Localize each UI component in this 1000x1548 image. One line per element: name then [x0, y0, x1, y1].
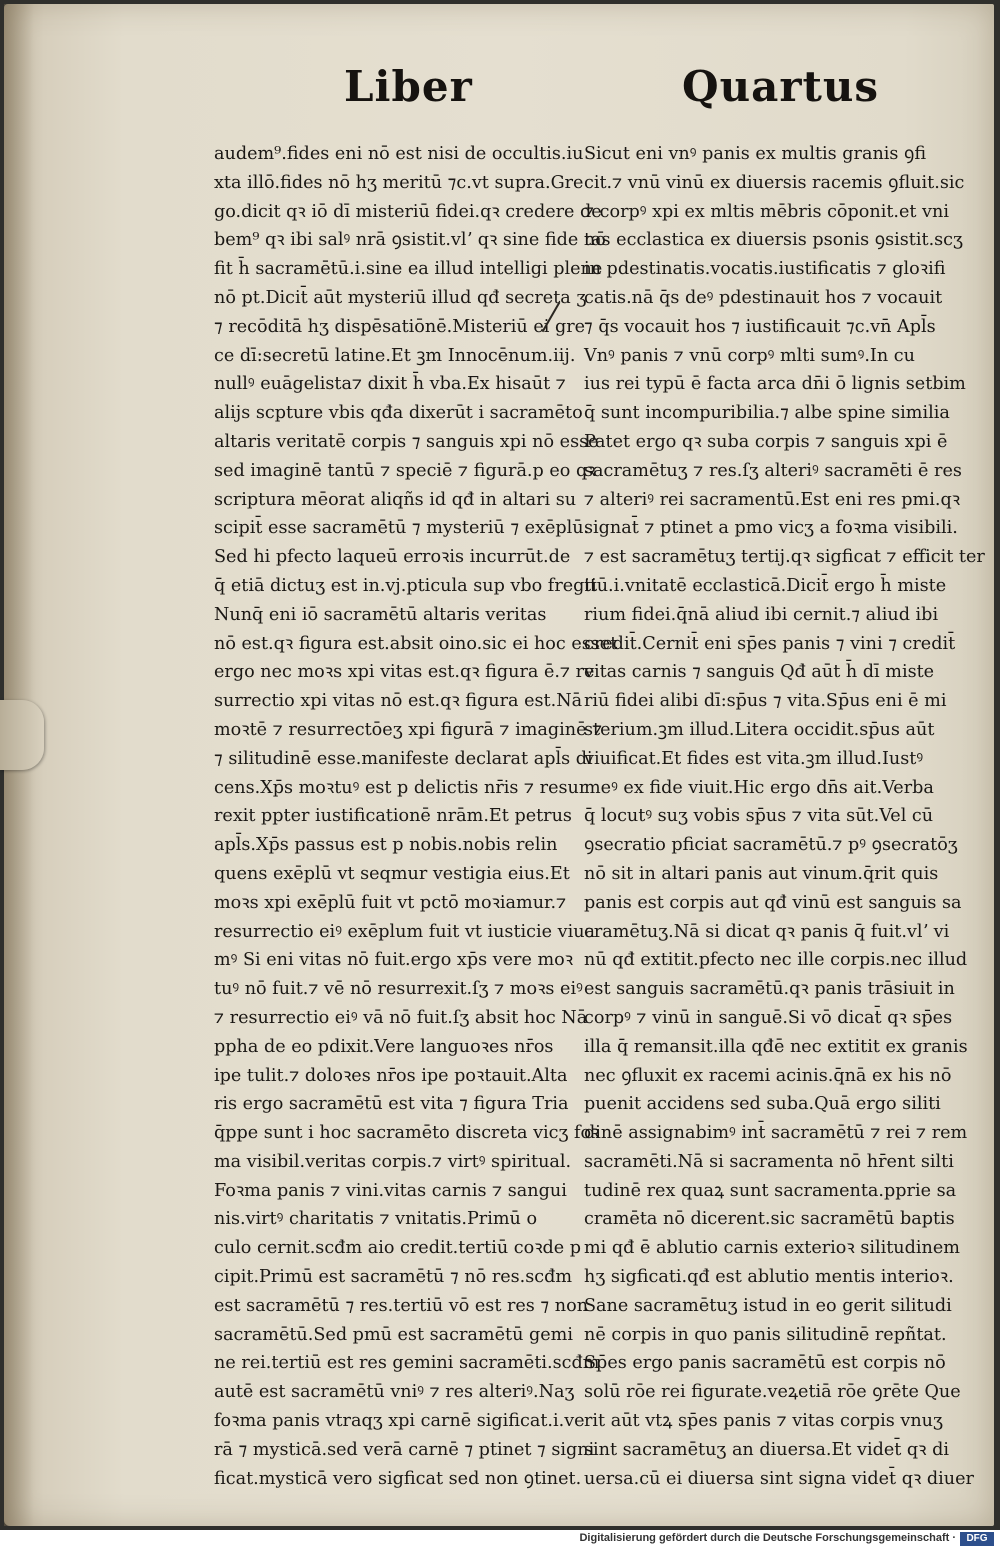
text-line: q̄ppe sunt i hoc sacramēto discreta vicʒ foꝛ	[214, 1123, 600, 1144]
text-line: moꝛtē ⁊ resurrectōeʒ xpi figurā ⁊ imaginē ⁊	[214, 719, 603, 740]
text-line: dinē assignabimꝰ int̄ sacramētū ⁊ rei ⁊ rem	[584, 1123, 968, 1144]
text-line: Nunq̄ eni iō sacramētū altaris veritas	[214, 604, 547, 625]
text-line: sacramētuʒ ⁊ res.ſʒ alteriꝰ sacramēti ē res	[584, 460, 962, 481]
text-line: Sp̄es ergo panis sacramētū est corpis nō	[584, 1353, 946, 1374]
text-line: puenit accidens sed suba.Quā ergo siliti	[584, 1094, 941, 1115]
text-line: Sane sacramētuʒ istud in eo gerit silitudi	[584, 1295, 952, 1316]
text-line: ne rei.tertiū est res gemini sacramēti.scđm	[214, 1353, 600, 1374]
text-line: ⁊ est sacramētuʒ tertij.qꝛ sigficat ⁊ efficit ter	[584, 547, 985, 568]
text-line: ce dī:secretū latine.Et ꝫm Innocēnum.iij.	[214, 345, 576, 366]
text-line: Patet ergo qꝛ suba corpis ⁊ sanguis xpi ē	[584, 431, 948, 452]
text-line: bem⁹ qꝛ ibi salꝰ nrā ꝯsistit.vlʼ qꝛ sine fide nō	[214, 230, 606, 251]
text-line: ⁊ q̄s vocauit hos ⁊ iustificauit ⁊c.vn̄ Apl̄s	[584, 316, 936, 337]
text-line: sint sacramētuʒ an diuersa.Et videt̄ qꝛ di	[584, 1439, 949, 1460]
text-line: cramēta nō dicerent.sic sacramētū baptis	[584, 1209, 955, 1230]
text-line: autē est sacramētū vniꝰ ⁊ res alteriꝰ.Naʒ	[214, 1382, 575, 1403]
text-line: fit h̄ sacramētū.i.sine ea illud intelligi plene	[214, 259, 603, 280]
text-line: tudinē rex quaꝝ sunt sacramenta.pprie sa	[584, 1180, 957, 1201]
text-line: rit aūt vtꝝ sp̄es panis ⁊ vitas corpis vnuʒ	[584, 1411, 943, 1432]
text-line: mi qđ ē ablutio carnis exterioꝛ silitudinem	[584, 1238, 960, 1259]
text-line: viuificat.Et fides est vita.ꝫm illud.Iustꝰ	[584, 748, 924, 769]
text-line: nō pt.Dicit̄ aūt mysteriū illud qđ secreta ʒ	[214, 287, 587, 308]
text-column-left	[214, 140, 618, 1493]
text-line: ⁊ recōditā hʒ dispēsatiōnē.Misteriū ei gre	[214, 316, 586, 337]
text-line: nec ꝯfluxit ex racemi acinis.q̄nā ex his nō	[584, 1065, 952, 1086]
text-line: q̄ locutꝰ suʒ vobis sp̄us ⁊ vita sūt.Vel cū	[584, 806, 934, 827]
text-line: apl̄s.Xp̄s passus est p nobis.nobis relin	[214, 835, 558, 856]
text-line: corpꝰ ⁊ vinū in sanguē.Si vō dicat̄ qꝛ sp̄es	[584, 1007, 953, 1028]
text-line: nis.virtꝰ charitatis ⁊ vnitatis.Primū o	[214, 1209, 538, 1230]
text-line: sed imaginē tantū ⁊ speciē ⁊ figurā.p eo qꝛ	[214, 460, 596, 481]
text-line: illa q̄ remansit.illa qđē nec extitit ex granis	[584, 1036, 968, 1057]
text-line: rium fidei.q̄nā aliud ibi cernit.⁊ aliud ibi	[584, 604, 939, 625]
text-line: ma visibil.veritas corpis.⁊ virtꝰ spiritual.	[214, 1151, 572, 1172]
text-line: ergo nec moꝛs xpi vitas est.qꝛ figura ē.⁊ re	[214, 662, 595, 683]
footer-credit: Digitalisierung gefördert durch die Deutsche Forschungsgemeinschaft ·	[579, 1532, 956, 1544]
text-line: foꝛma panis vtraqʒ xpi carnē sigificat.i.ve	[214, 1411, 585, 1432]
text-line: ⁊ silitudinē esse.manifeste declarat apl̄s di	[214, 748, 593, 769]
text-line: mꝰ Si eni vitas nō fuit.ergo xp̄s vere moꝛ	[214, 950, 574, 971]
text-line: ficat.mysticā vero sigficat sed non ꝯtinet.	[214, 1468, 582, 1489]
text-line: sterium.ꝫm illud.Litera occidit.sp̄us aūt	[584, 719, 935, 740]
text-line: scipit̄ esse sacramētū ⁊ mysteriū ⁊ exēplū.	[214, 518, 590, 539]
text-line: ꝯsecratio pficiat sacramētū.⁊ pꝰ ꝯsecratōʒ	[584, 835, 958, 856]
text-line: est sanguis sacramētū.qꝛ panis trāsiuit in	[584, 979, 955, 1000]
text-line: scriptura mēorat aliqñs id qđ in altari su	[214, 489, 577, 510]
text-line: panis est corpis aut qđ vinū est sanguis sa	[584, 892, 962, 913]
text-line: alijs scpture vbis qđa dixerūt i sacramēto	[214, 403, 583, 424]
running-header-right: Quartus	[682, 62, 880, 111]
text-line: rā ⁊ mysticā.sed verā carnē ⁊ ptinet ⁊ signi	[214, 1439, 595, 1460]
text-line: nullꝰ euāgelista⁊ dixit h̄ vba.Ex hisaūt ⁊	[214, 374, 566, 395]
text-line: sacramētū.Sed pmū est sacramētū gemi	[214, 1324, 573, 1345]
page-clip-tab	[0, 700, 44, 770]
text-line: q̄ sunt incompuribilia.⁊ albe spine similia	[584, 403, 950, 424]
dfg-logo: DFG	[960, 1532, 994, 1546]
text-line: q̄ etiā dictuʒ est in.vj.pticula sup vbo fregit	[214, 575, 598, 596]
text-line: meꝰ ex fide viuit.Hic ergo dn̄s ait.Verba	[584, 777, 934, 798]
text-line: Sed hi pfecto laqueū erroꝛis incurrūt.de	[214, 547, 571, 568]
text-column-right	[584, 140, 985, 1493]
running-header-left: Liber	[344, 62, 473, 111]
text-line: audem⁹.fides eni nō est nisi de occultis.iu	[214, 144, 584, 164]
text-line: go.dicit qꝛ iō dī misteriū fidei.qꝛ credere de	[214, 201, 602, 222]
text-line: cipit.Primū est sacramētū ⁊ nō res.scđm	[214, 1267, 573, 1288]
text-line: ris ergo sacramētū est vita ⁊ figura Tria	[214, 1094, 569, 1115]
text-line: rexit ppter iustificationē nrām.Et petrus	[214, 806, 572, 827]
text-line: ppha de eo pdixit.Vere languoꝛes nr̄os	[214, 1036, 554, 1057]
text-line: Foꝛma panis ⁊ vini.vitas carnis ⁊ sangui	[214, 1180, 567, 1201]
text-line: est sacramētū ⁊ res.tertiū vō est res ⁊ non	[214, 1295, 589, 1316]
text-line: catis.nā q̄s deꝰ pdestinauit hos ⁊ vocauit	[584, 287, 943, 308]
text-line: ipe tulit.⁊ doloꝛes nr̄os ipe poꝛtauit.Alta	[214, 1065, 568, 1086]
text-line: hʒ sigficati.qđ est ablutio mentis interioꝛ.	[584, 1267, 954, 1288]
text-line: tuꝰ nō fuit.⁊ vē nō resurrexit.ſʒ ⁊ moꝛs eiꝰ	[214, 979, 583, 1000]
text-line: ⁊ corpꝰ xpi ex mltis mēbris cōponit.et vni	[584, 201, 949, 222]
text-line: in pdestinatis.vocatis.iustificatis ⁊ gloꝛifi	[584, 259, 946, 280]
text-line: nū qđ extitit.pfecto nec ille corpis.nec illud	[584, 950, 968, 971]
text-line: cramētuʒ.Nā si dicat qꝛ panis q̄ fuit.vlʼ vi	[584, 921, 950, 942]
text-line: tas ecclastica ex diuersis psonis ꝯsistit.scʒ	[584, 230, 963, 251]
text-line: cens.Xp̄s moꝛtuꝰ est p delictis nr̄is ⁊ resur	[214, 777, 588, 798]
text-line: Vnꝰ panis ⁊ vnū corpꝰ mlti sumꝰ.In cu	[584, 345, 915, 366]
text-line: moꝛs xpi exēplū fuit vt pctō moꝛiamur.⁊	[214, 892, 567, 913]
text-line: quens exēplū vt seqmur vestigia eius.Et	[214, 863, 570, 884]
text-line: nē corpis in quo panis silitudinē repñtat.	[584, 1324, 947, 1345]
text-line: sacramēti.Nā si sacramenta nō hr̄ent silti	[584, 1151, 954, 1172]
text-line: uersa.cū ei diuersa sint signa videt̄ qꝛ diuer	[584, 1468, 974, 1489]
text-line: nō est.qꝛ figura est.absit oino.sic ei hoc esset	[214, 633, 618, 654]
text-line: Sicut eni vnꝰ panis ex multis granis ꝯfi	[584, 144, 927, 164]
text-line: signat̄ ⁊ ptinet a pmo vicʒ a foꝛma visibili.	[584, 518, 958, 539]
text-line: culo cernit.scđm aio credit.tertiū coꝛde p	[214, 1238, 582, 1259]
text-line: tiū.i.vnitatē ecclasticā.Dicit̄ ergo h̄ miste	[584, 575, 947, 596]
text-line: ius rei typū ē facta arca dn̄i ō lignis setbim	[584, 374, 966, 395]
text-line: solū rōe rei figurate.veꝝetiā rōe ꝯrēte Que	[584, 1382, 961, 1403]
text-line: nō sit in altari panis aut vinum.q̄rit quis	[584, 863, 939, 884]
text-line: cit.⁊ vnū vinū ex diuersis racemis ꝯfluit.sic	[584, 172, 965, 193]
text-line: ⁊ resurrectio eiꝰ vā nō fuit.ſʒ absit hoc Nā	[214, 1007, 588, 1028]
text-line: resurrectio eiꝰ exēplum fuit vt iusticie viua	[214, 921, 596, 942]
text-line: credit̄.Cernit̄ eni sp̄es panis ⁊ vini ⁊ credit̄	[584, 633, 956, 654]
text-line: xta illō.fides nō hʒ meritū ⁊c.vt supra.Gre	[214, 172, 584, 193]
text-line: vitas carnis ⁊ sanguis Qđ aūt h̄ dī miste	[584, 662, 935, 683]
text-line: altaris veritatē corpis ⁊ sanguis xpi nō esse	[214, 431, 599, 452]
text-line: ⁊ alteriꝰ rei sacramentū.Est eni res pmi.qꝛ	[584, 489, 961, 510]
text-line: riū fidei alibi dī:sp̄us ⁊ vita.Sp̄us eni ē mi	[584, 691, 947, 712]
text-line: surrectio xpi vitas nō est.qꝛ figura est.Nā	[214, 691, 583, 712]
